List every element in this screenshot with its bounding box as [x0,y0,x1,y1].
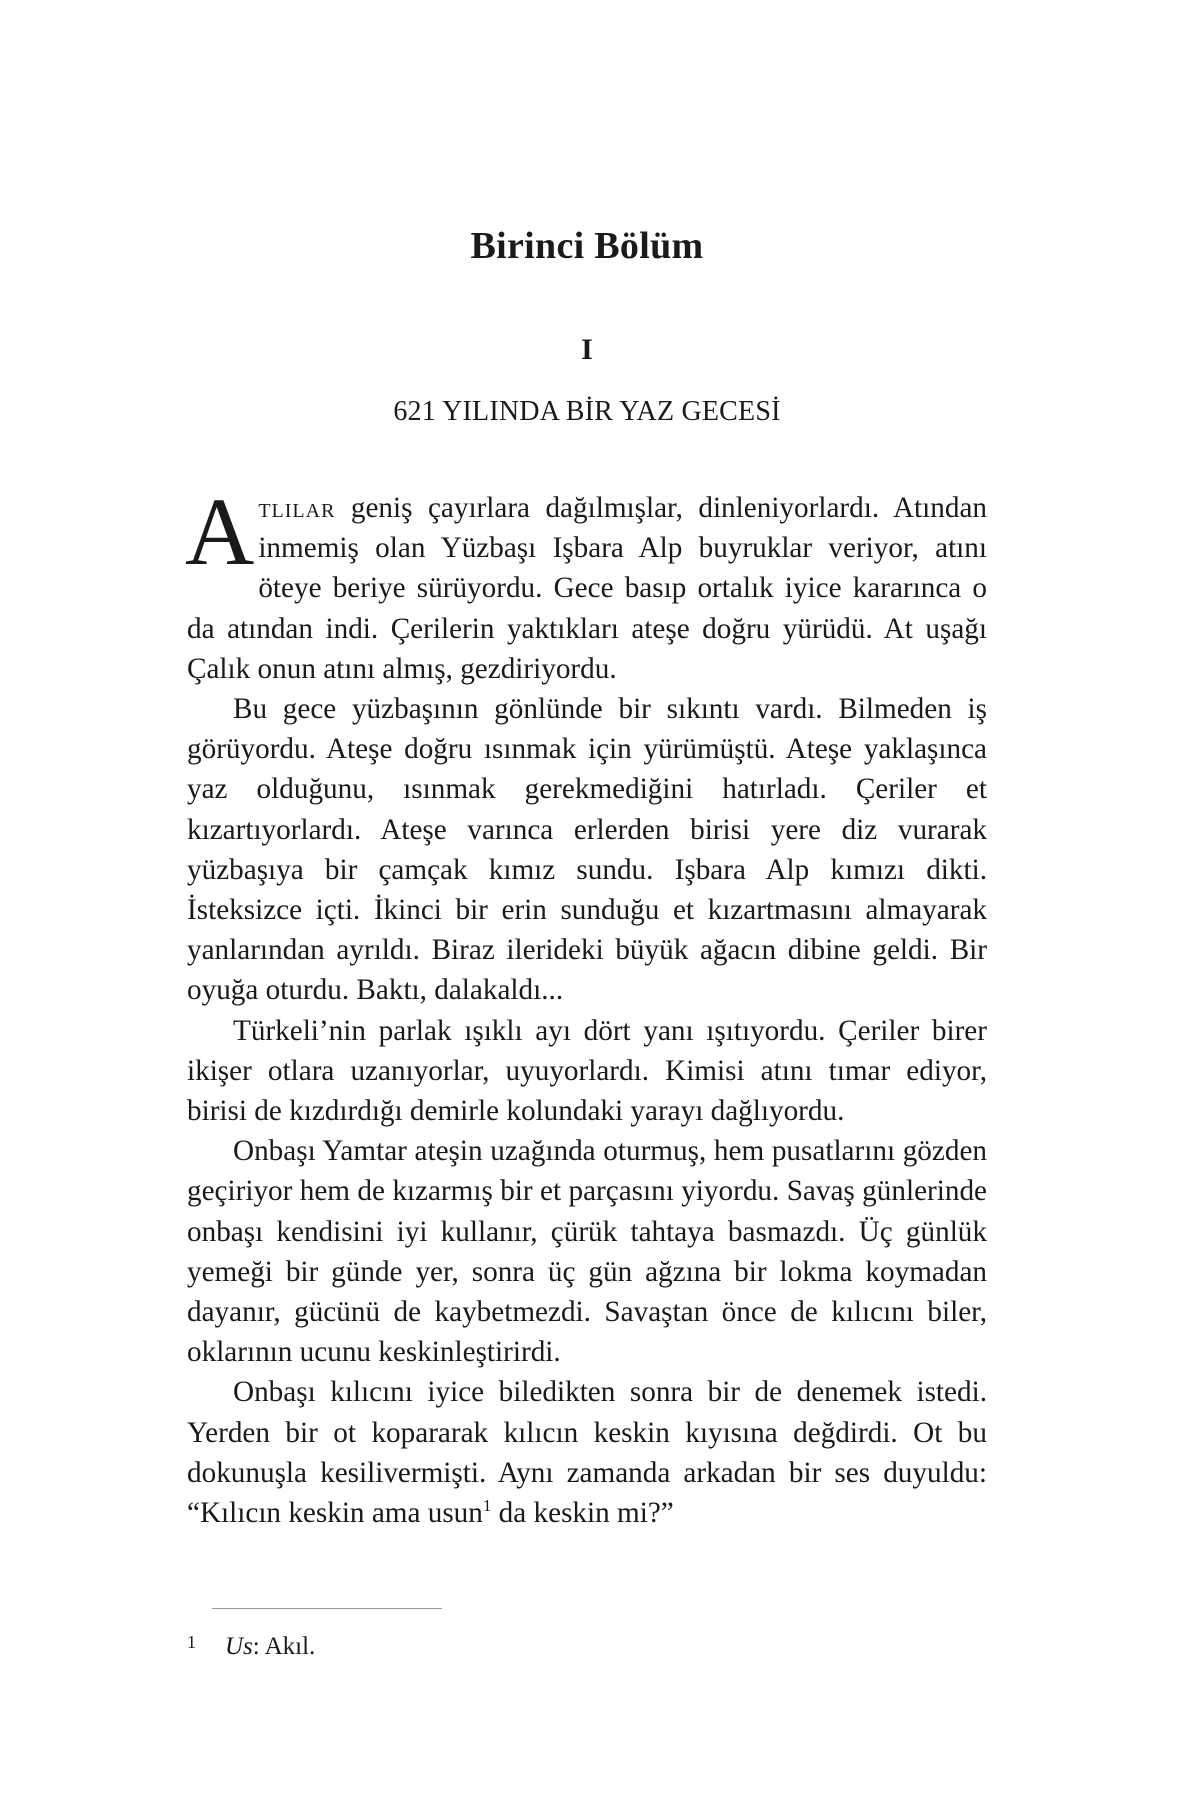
paragraph-3: Türkeli’nin parlak ışıklı ayı dört yanı ışıtıyordu. Çeriler birer ikişer otlara uzanıyorlar, uyuyorlardı. Kimisi atını tımar ediyor, birisi de kızdırdığı demirle kolundaki yarayı dağlıyordu. [187,1014,987,1128]
footnote [187,1625,987,1664]
paragraph-1-text: geniş çayırlara dağılmışlar, dinleniyorlardı. Atından inmemiş olan Yüzbaşı Işbara Alp buyruklar veriyor, atını öteye beriye sürüyordu. Gece basıp ortalık iyice kararınca o da atından indi. Çerilerin yaktıkları ateşe doğru yürüdü. At uşağı Çalık onun atını almış, gezdiriyordu. [187,492,987,685]
section-number: I [581,333,593,366]
paragraph-5 [187,1372,987,1533]
paragraph-1 [185,478,987,689]
body-text [185,478,987,1533]
paragraph-4: Onbaşı Yamtar ateşin uzağında oturmuş, hem pusatlarını gözden geçiriyor hem de kızarmış bir et parçasını yiyordu. Savaş günlerinde onbaşı kendisini iyi kullanır, çürük tahtaya basmazdı. Üç günlük yemeği bir günde yer, sonra üç gün ağzına bir lokma koymadan dayanır, gücünü de kaybetmezdi. Savaştan önce de kılıcını biler, oklarının ucunu keskinleştirirdi. [187,1135,987,1369]
paragraph-2: Bu gece yüzbaşının gönlünde bir sıkıntı vardı. Bilmeden iş görüyordu. Ateşe doğru ısınmak için yürümüştü. Ateşe yaklaşınca yaz olduğunu, ısınmak gerekmediğini hatırladı. Çeriler et kızartıyorlardı. Ateşe varınca erlerden birisi yere diz vurarak yüzbaşıya bir çamçak kımız sundu. Işbara Alp kımızı dikti. İsteksizce içti. İkinci bir erin sunduğu et kızartmasını almayarak yanlarından ayrıldı. Biraz ilerideki büyük ağacın dibine geldi. Bir oyuğa oturdu. Baktı, dalakaldı... [187,693,987,1007]
footnote-number: 1 [187,1632,196,1652]
book-page [187,0,987,1800]
paragraph-5-text: Onbaşı kılıcını iyice biledikten sonra bir de denemek istedi. Yerden bir ot kopararak kılıcın keskin kıyısına değdirdi. Ot bu dokunuşla kesilivermişti. Aynı zamanda arkadan bir ses duyuldu: “Kılıcın keskin ama usun [187,1376,987,1530]
footnote-divider [212,1608,442,1609]
paragraph-5-end: da keskin mi?” [491,1497,674,1530]
drop-cap: A [185,478,255,585]
footnote-term: Us [225,1633,253,1660]
paragraph-1-lead-word: tlılar [258,492,336,524]
footnote-definition: : Akıl. [252,1633,316,1660]
section-title: 621 YILINDA BİR YAZ GECESİ [393,396,781,427]
footnote-reference: 1 [482,1496,492,1516]
chapter-title: Birinci Bölüm [470,225,704,267]
